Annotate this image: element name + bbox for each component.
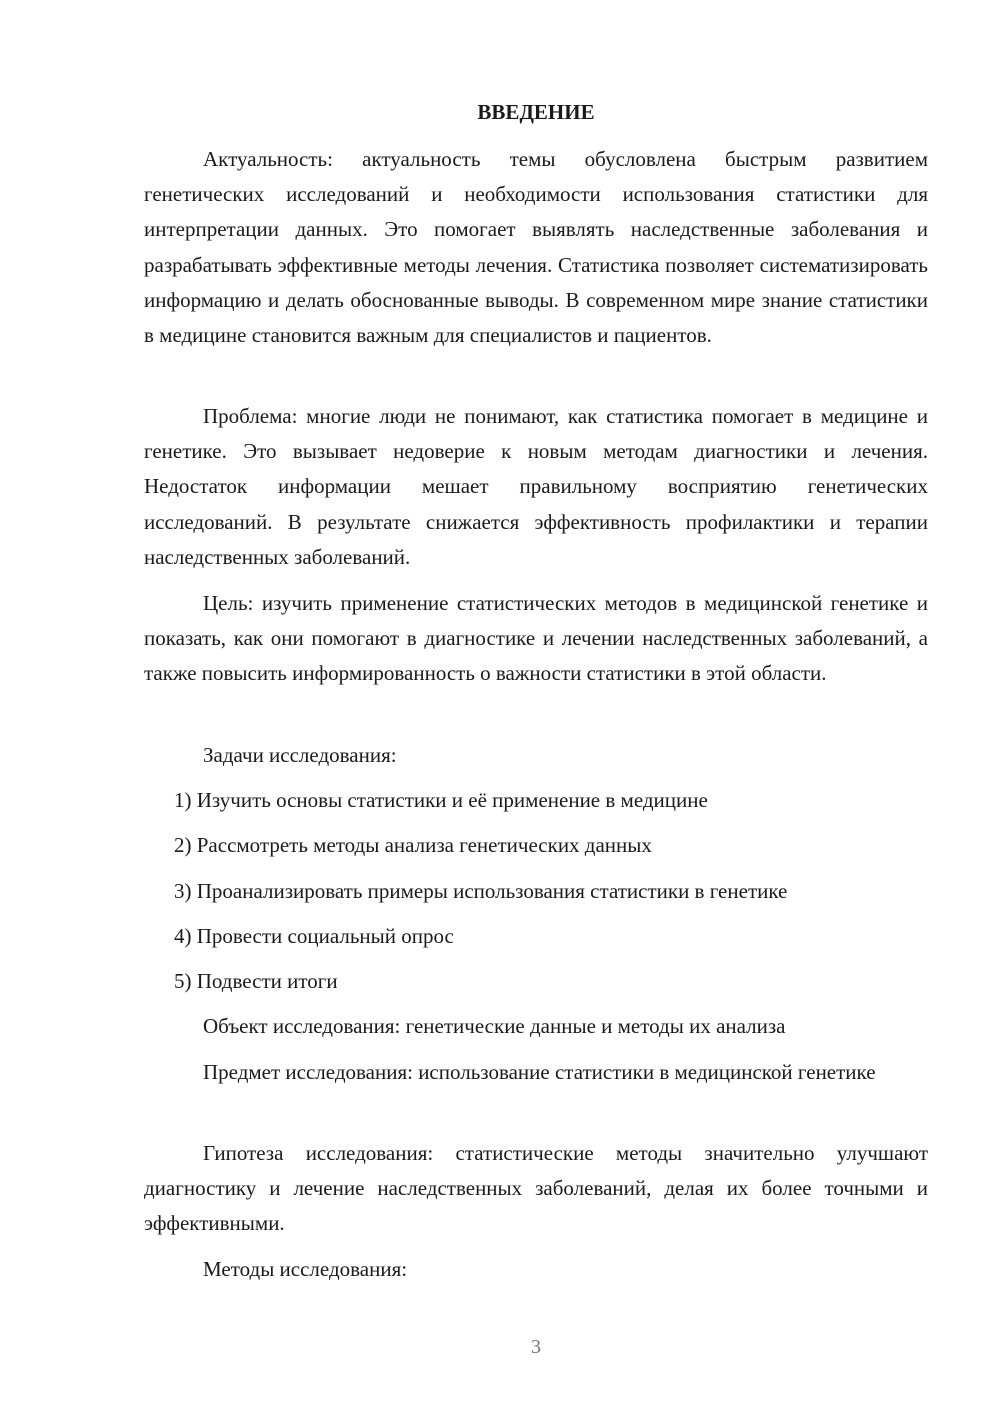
task-item: 1) Изучить основы статистики и её применение в медицине: [174, 788, 708, 812]
task-item: 2) Рассмотреть методы анализа генетических данных: [174, 833, 652, 857]
methods-title: Методы исследования:: [203, 1257, 408, 1281]
task-item: 3) Проанализировать примеры использования статистики в генетике: [174, 879, 788, 903]
tasks-title: Задачи исследования:: [203, 743, 397, 767]
problem-paragraph: Проблема: многие люди не понимают, как статистика помогает в медицине и генетике. Это вызывает недоверие к новым методам диагностики и лечения. Недостаток информации мешает правильному восприятию генетических исследований. В результате снижается эффективность профилактики и терапии наследственных заболеваний.: [144, 404, 928, 569]
section-heading: ВВЕДЕНИЕ: [477, 100, 595, 124]
hypothesis-paragraph: Гипотеза исследования: статистические методы значительно улучшают диагностику и лечение наследственных заболеваний, делая их более точными и эффективными.: [144, 1141, 928, 1236]
object-paragraph: Объект исследования: генетические данные и методы их анализа: [203, 1014, 786, 1038]
goal-paragraph: Цель: изучить применение статистических методов в медицинской генетике и показать, как они помогают в диагностике и лечении наследственных заболеваний, а также повысить информированность о важности статистики в этой области.: [144, 591, 928, 686]
subject-paragraph: Предмет исследования: использование статистики в медицинской генетике: [203, 1060, 876, 1084]
page-number: 3: [531, 1336, 541, 1358]
relevance-paragraph: Актуальность: актуальность темы обусловлена быстрым развитием генетических исследований и необходимости использования статистики для интерпретации данных. Это помогает выявлять наследственные заболевания и разрабатывать эффективные методы лечения. Статистика позволяет систематизировать информацию и делать обоснованные выводы. В современном мире знание статистики в медицине становится важным для специалистов и пациентов.: [144, 147, 928, 348]
task-item: 4) Провести социальный опрос: [174, 924, 454, 948]
task-item: 5) Подвести итоги: [174, 969, 338, 993]
document-page: [144, 0, 928, 1414]
